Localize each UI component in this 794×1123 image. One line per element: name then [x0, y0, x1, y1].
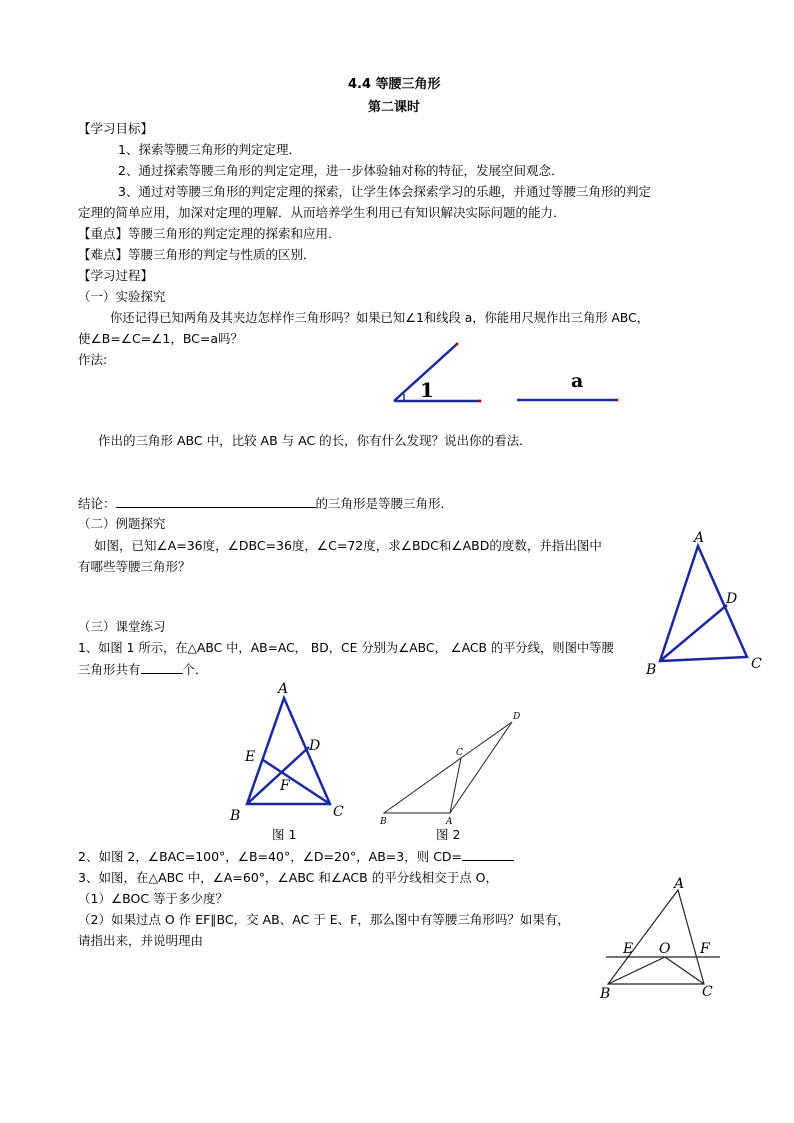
ex-label-d: D: [726, 591, 738, 607]
q2-text: 2、如图 2，∠BAC=100°，∠B=40°，∠D=20°，AB=3，则 CD=: [78, 849, 463, 864]
fig2-label-d: D: [513, 712, 521, 722]
fig3-label-c: C: [702, 984, 713, 1000]
fig3-label-a: A: [674, 876, 685, 892]
fig1-label-b: B: [230, 808, 241, 824]
q2-line: [78, 848, 514, 866]
q3-sub2-line2: 请指出来，并说明理由: [78, 933, 204, 948]
fig2-label-a: A: [446, 817, 453, 827]
figure-2: [374, 706, 534, 846]
conclusion-prefix: 结论：: [78, 496, 116, 511]
q1-line2-prefix: 三角形共有: [78, 662, 141, 677]
focus-text: 【重点】等腰三角形的判定定理的探索和应用．: [78, 226, 341, 241]
fig3-label-o: O: [659, 941, 671, 957]
q3-sub2: （2）如果过点 O 作 EF∥BC，交 AB、AC 于 E、F，那么图中有等腰三角形吗？如果有，: [78, 912, 570, 927]
figure-1: [222, 676, 352, 846]
q1-line2-suffix: 个．: [182, 662, 208, 677]
fig3-label-b: B: [600, 986, 611, 1002]
process-heading: 【学习过程】: [78, 268, 154, 283]
fig2-caption: 图 2: [436, 827, 461, 842]
conclusion-suffix: 的三角形是等腰三角形．: [315, 496, 454, 511]
objective-1: 1、探索等腰三角形的判定定理．: [118, 142, 301, 157]
fig3-label-f: F: [700, 941, 710, 957]
q2-answer-blank[interactable]: [462, 848, 514, 861]
section3-heading: （三）课堂练习: [78, 619, 166, 634]
objective-3-cont: 定理的简单应用，加深对定理的理解．从而培养学生利用已有知识解决实际问题的能力．: [78, 205, 566, 220]
q3-line1: 3、如图，在△ABC 中，∠A=60°，∠ABC 和∠ACB 的平分线相交于点 O，: [78, 870, 499, 885]
angle-figure: [388, 338, 498, 408]
fig2-label-c: C: [456, 748, 463, 758]
objective-3: 3、通过对等腰三角形的判定定理的探索，让学生体会探索学习的乐趣，并通过等腰三角形的判定: [118, 184, 651, 199]
section1-question-line1: 你还记得已知两角及其夹边怎样作三角形吗？如果已知∠1和线段 a，你能用尺规作出三角形 ABC，: [110, 311, 649, 325]
section1-compare: 作出的三角形 ABC 中，比较 AB 与 AC 的长，你有什么发现？说出你的看法．: [98, 433, 532, 448]
section2-line2: 有哪些等腰三角形？: [78, 559, 191, 574]
section2-heading: （二）例题探究: [78, 516, 166, 531]
segment-figure: [514, 370, 624, 410]
fig1-label-d: D: [309, 738, 321, 754]
ex-label-b: B: [646, 662, 657, 678]
q1-line1: 1、如图 1 所示，在△ABC 中，AB=AC， BD，CE 分别为∠ABC， ∠ACB 的平分线，则图中等腰: [78, 641, 614, 655]
page-title: 4.4 等腰三角形: [348, 77, 441, 92]
segment-a-label: a: [571, 370, 584, 392]
section1-question-line2: 使∠B=∠C=∠1，BC=a吗？: [78, 331, 244, 346]
fig1-label-f: F: [280, 778, 290, 794]
section2-line1: 如图，已知∠A=36度，∠DBC=36度，∠C=72度，求∠BDC和∠ABD的度数，并指出图中: [94, 538, 602, 553]
objectives-heading: 【学习目标】: [78, 121, 154, 136]
q3-sub1: （1）∠BOC 等于多少度？: [78, 891, 229, 906]
q1-line2: [78, 661, 208, 679]
fig1-label-e: E: [245, 749, 256, 765]
fig1-label-c: C: [333, 804, 344, 820]
ex-label-c: C: [751, 656, 762, 672]
method-label: 作法:: [78, 352, 108, 367]
q1-answer-blank[interactable]: [141, 661, 183, 674]
conclusion-blank[interactable]: [116, 495, 316, 508]
objective-2: 2、通过探索等腰三角形的判定定理，进一步体验轴对称的特征，发展空间观念．: [118, 163, 564, 178]
fig1-caption: 图 1: [272, 827, 297, 842]
fig1-label-a: A: [278, 681, 289, 697]
fig2-label-b: B: [380, 817, 387, 827]
ex-label-a: A: [694, 530, 705, 546]
angle-1-label: 1: [420, 378, 434, 402]
figure-3: [596, 878, 756, 1008]
page-subtitle: 第二课时: [368, 100, 421, 115]
example-triangle-figure: [640, 528, 770, 678]
fig3-label-e: E: [623, 941, 634, 957]
difficulty-text: 【难点】等腰三角形的判定与性质的区别．: [78, 247, 316, 262]
section1-heading: （一）实验探究: [78, 289, 166, 304]
conclusion-line: [78, 495, 453, 513]
